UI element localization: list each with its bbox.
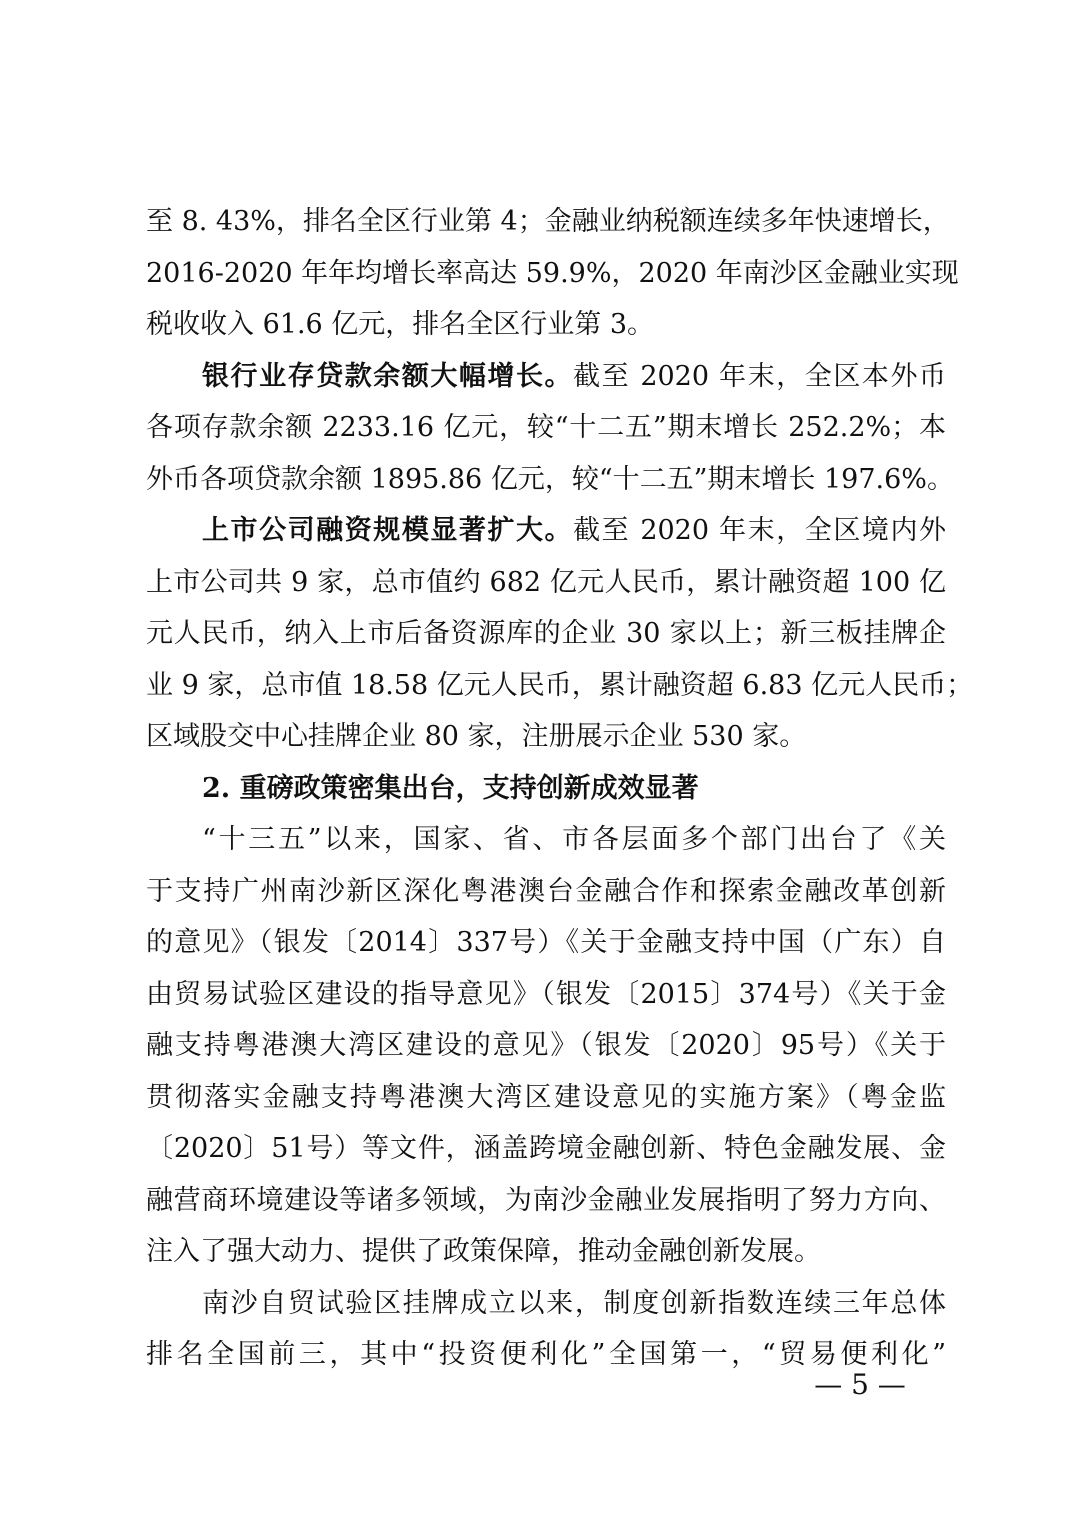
paragraph-line: 外币各项贷款余额 1895.86 亿元，较“十二五”期末增长 197.6%。 — [146, 463, 954, 495]
paragraph-line: 融营商环境建设等诸多领域，为南沙金融业发展指明了努力方向、 — [146, 1184, 946, 1216]
paragraph-line: 2016-2020 年年均增长率高达 59.9%，2020 年南沙区金融业实现 — [146, 257, 959, 289]
paragraph-heading: 银行业存贷款余额大幅增长。 — [202, 360, 574, 392]
paragraph-line: 贯彻落实金融支持粤港澳大湾区建设意见的实施方案》（粤金监 — [146, 1081, 946, 1113]
paragraph-first-line — [146, 351, 946, 403]
paragraph-line: 至 8. 43%，排名全区行业第 4；金融业纳税额连续多年快速增长， — [146, 206, 950, 237]
paragraph-line: 业 9 家，总市值 18.58 亿元人民币，累计融资超 6.83 亿元人民币； — [146, 669, 974, 701]
paragraph-line: 的意见》（银发〔2014〕337号）《关于金融支持中国（广东）自 — [146, 927, 946, 958]
document-body — [146, 196, 974, 1381]
paragraph-text: 截至 2020 年末，全区境内外 — [573, 515, 946, 546]
paragraph-first-line: 南沙自贸试验区挂牌成立以来，制度创新指数连续三年总体 — [202, 1287, 946, 1319]
paragraph-line: 排名全国前三，其中“投资便利化”全国第一，“贸易便利化” — [146, 1339, 946, 1370]
paragraph-first-line — [146, 505, 946, 557]
paragraph-first-line: “十三五”以来，国家、省、市各层面多个部门出台了《关 — [202, 824, 946, 855]
paragraph-line: 上市公司共 9 家，总市值约 682 亿元人民币，累计融资超 100 亿 — [146, 566, 946, 598]
paragraph-line: 融支持粤港澳大湾区建设的意见》（银发〔2020〕95号）《关于 — [146, 1030, 946, 1061]
paragraph-line: 〔2020〕51号）等文件，涵盖跨境金融创新、特色金融发展、金 — [146, 1133, 946, 1164]
paragraph-line: 于支持广州南沙新区深化粤港澳台金融合作和探索金融改革创新 — [146, 875, 946, 907]
section-title: 2. 重磅政策密集出台，支持创新成效显著 — [202, 772, 699, 804]
paragraph-line: 由贸易试验区建设的指导意见》（银发〔2015〕374号）《关于金 — [146, 978, 946, 1010]
paragraph-line: 区域股交中心挂牌企业 80 家，注册展示企业 530 家。 — [146, 721, 807, 752]
paragraph-line: 注入了强大动力、提供了政策保障，推动金融创新发展。 — [146, 1236, 821, 1267]
paragraph-line: 各项存款余额 2233.16 亿元，较“十二五”期末增长 252.2%；本 — [146, 412, 946, 443]
paragraph-line: 税收收入 61.6 亿元，排名全区行业第 3。 — [146, 309, 655, 340]
paragraph-line: 元人民币，纳入上市后备资源库的企业 30 家以上；新三板挂牌企 — [146, 618, 946, 649]
page-number: — 5 — — [814, 1368, 906, 1401]
paragraph-heading: 上市公司融资规模显著扩大。 — [202, 515, 574, 546]
paragraph-text: 截至 2020 年末，全区本外币 — [573, 360, 946, 392]
